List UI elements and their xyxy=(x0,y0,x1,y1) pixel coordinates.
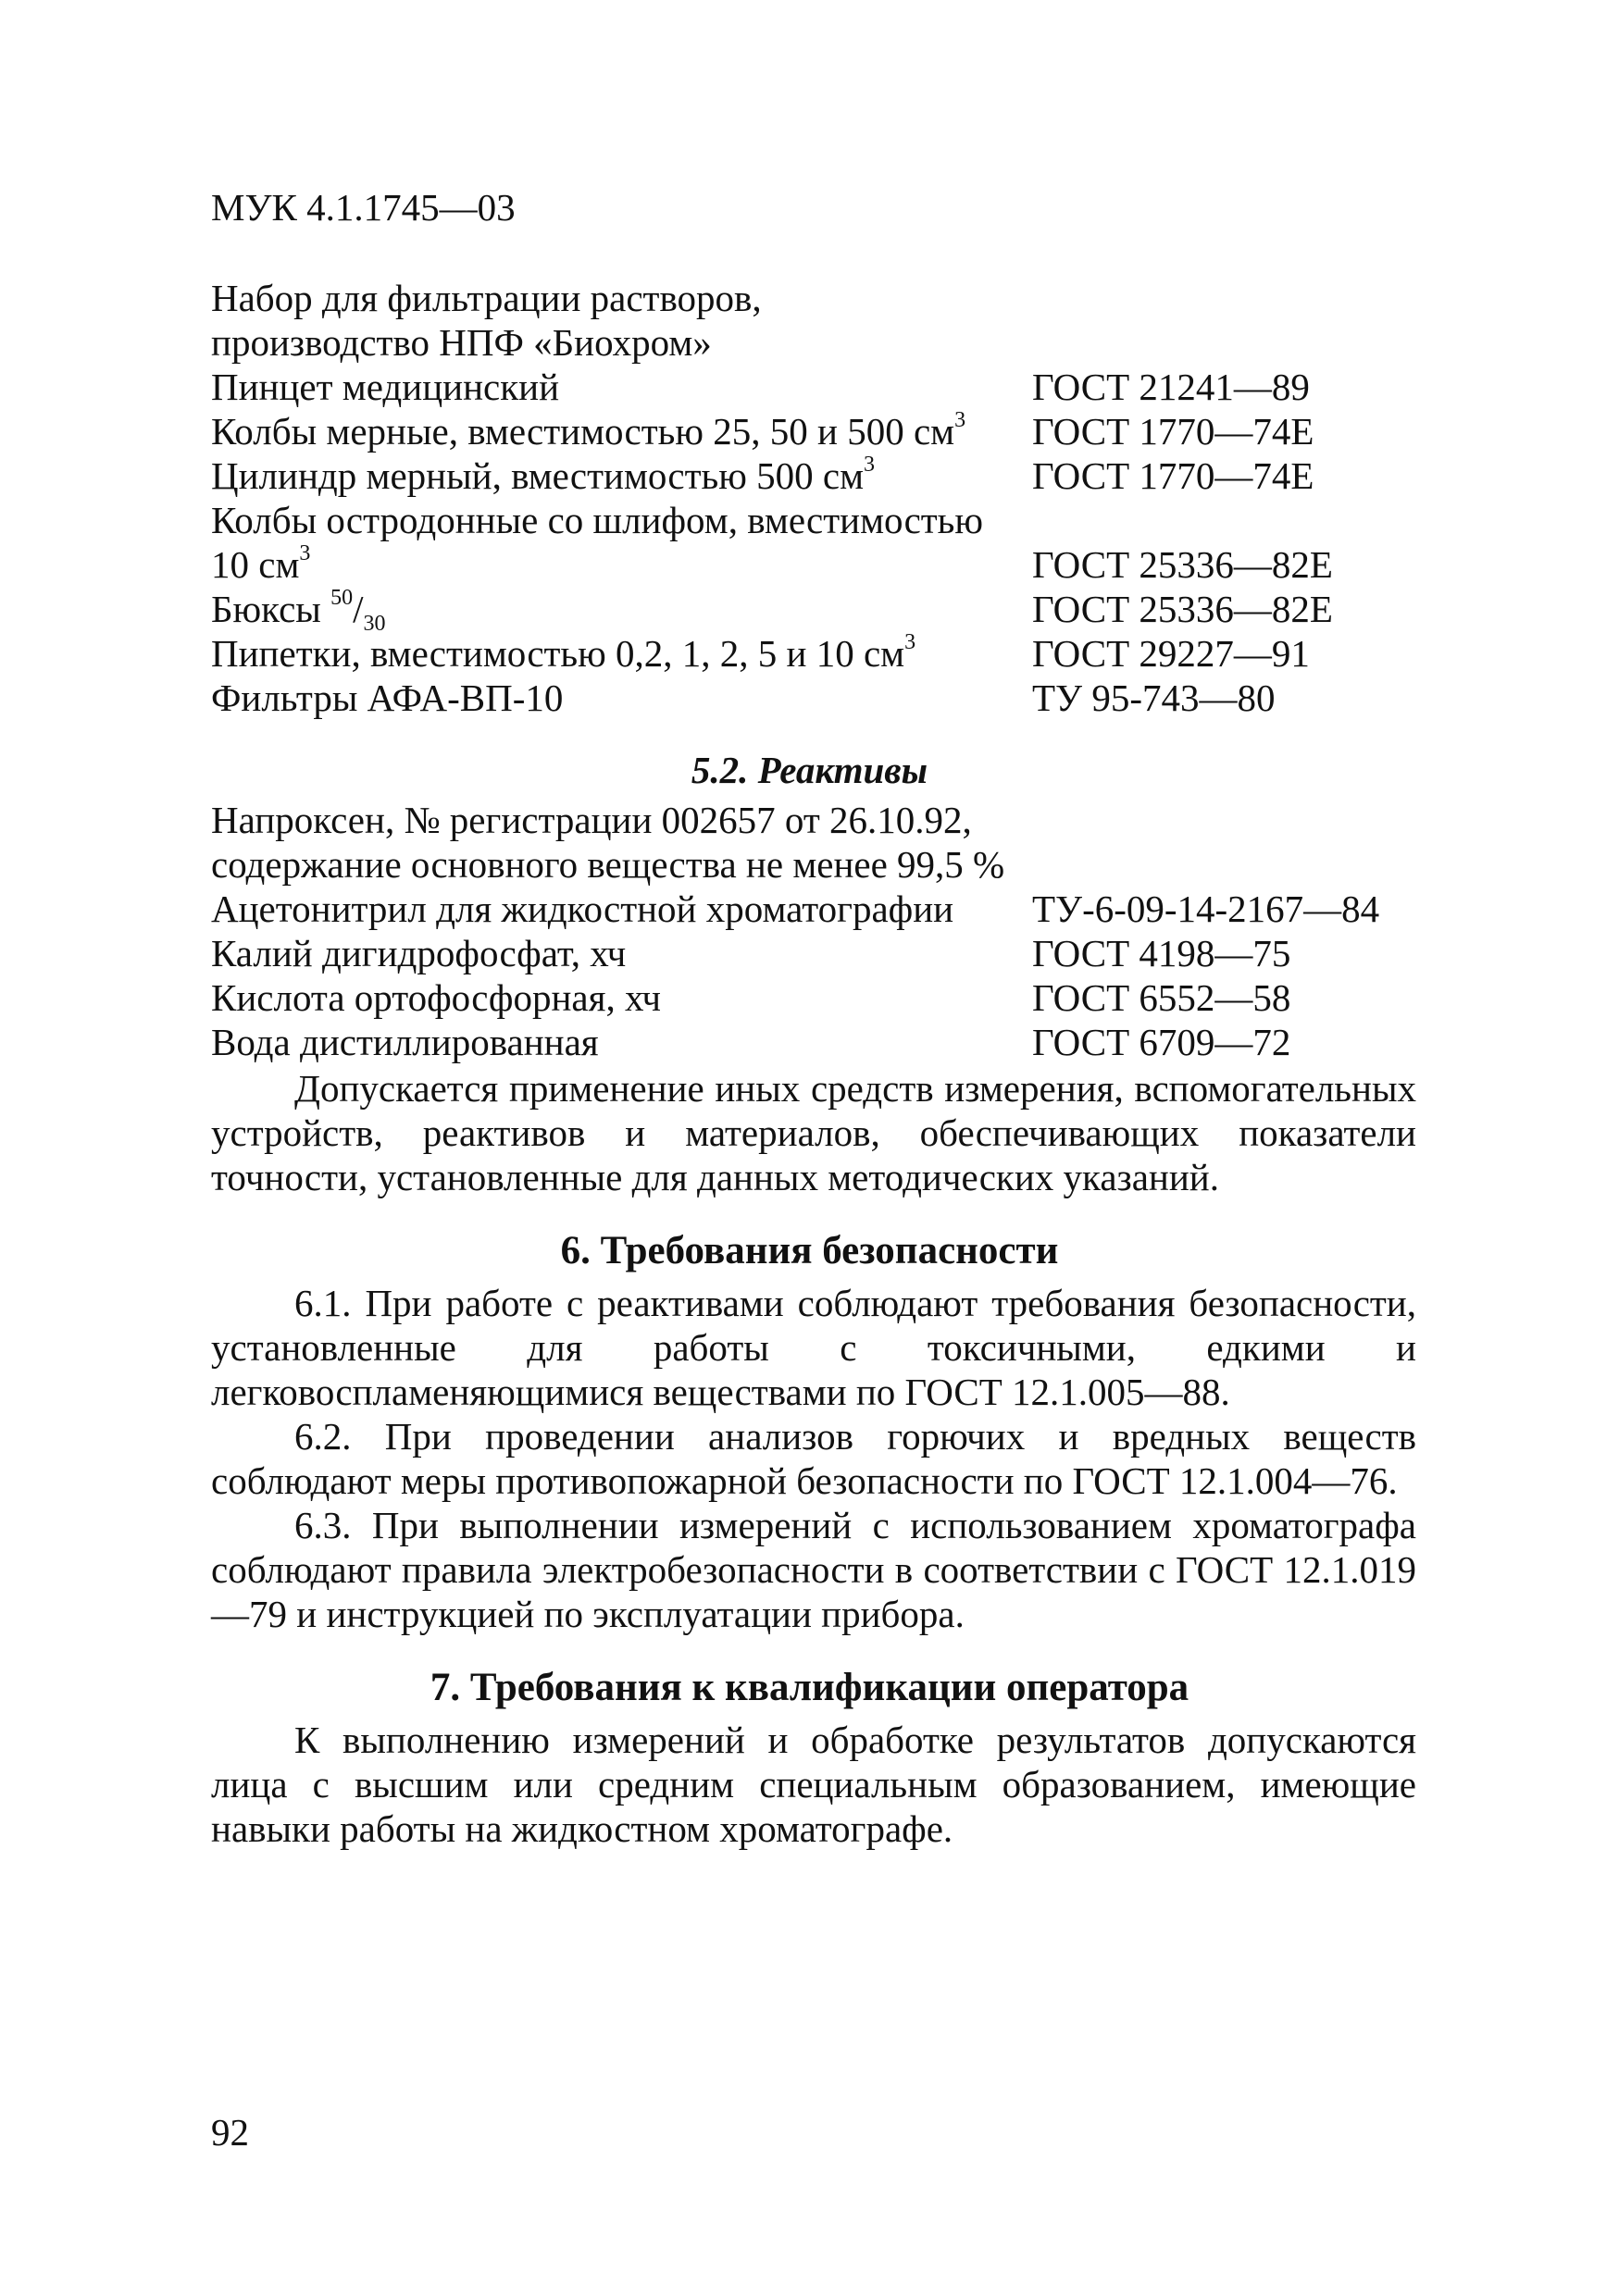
item-name: Цилиндр мерный, вместимостью 500 см xyxy=(211,454,865,497)
item-standard: ТУ-6-09-14-2167—84 xyxy=(1032,887,1380,930)
paragraph-6-3: 6.3. При выполнении измерений с использованием хроматографа соблюдают правила электробезопасности в соответствии с ГОСТ 12.1.019—79 и инструкцией по эксплуатации прибора. xyxy=(211,1504,1416,1635)
list-item xyxy=(211,887,1414,931)
list-item xyxy=(211,320,1414,365)
list-item xyxy=(211,975,1414,1020)
item-name: Пинцет медицинский xyxy=(211,366,560,408)
page-number: 92 xyxy=(211,2111,249,2153)
list-item xyxy=(211,798,1414,842)
item-standard: ГОСТ 21241—89 xyxy=(1032,366,1310,408)
paragraph-6-1: 6.1. При работе с реактивами соблюдают требования безопасности, установленные для работы с токсичными, едкими и легковоспламеняющимися веществами по ГОСТ 12.1.005—88. xyxy=(211,1282,1416,1413)
reagents-list xyxy=(211,798,1414,1064)
item-standard: ГОСТ 29227—91 xyxy=(1032,632,1310,675)
item-standard: ГОСТ 1770—74Е xyxy=(1032,454,1314,497)
list-item xyxy=(211,542,1414,587)
allowance-paragraph xyxy=(211,1066,1416,1199)
section-7-title: 7. Требования к квалификации оператора xyxy=(430,1666,1189,1709)
paragraph-6-2: 6.2. При проведении анализов горючих и вредных веществ соблюдают меры противопожарной безопасности по ГОСТ 12.1.004—76. xyxy=(211,1415,1416,1502)
item-name: Колбы мерные, вместимостью 25, 50 и 500 см xyxy=(211,410,955,453)
superscript: 3 xyxy=(864,453,876,478)
document-header: МУК 4.1.1745—03 xyxy=(211,186,516,229)
item-standard: ТУ 95-743—80 xyxy=(1032,676,1276,719)
list-item xyxy=(211,409,1414,453)
paragraph-7-1: К выполнению измерений и обработке результатов допускаются лица с высшим или средним специальным образованием, имеющие навыки работы на жидкостном хроматографе. xyxy=(211,1719,1416,1850)
item-name: Набор для фильтрации растворов, xyxy=(211,277,762,319)
item-name: Бюксы xyxy=(211,588,331,630)
list-item xyxy=(211,842,1414,887)
item-name: Ацетонитрил для жидкостной хроматографии xyxy=(211,887,954,930)
section-6-body xyxy=(211,1281,1416,1636)
item-standard: ГОСТ 6709—72 xyxy=(1032,1021,1291,1063)
list-item xyxy=(211,365,1414,409)
paragraph-text: Допускается применение иных средств измерения, вспомогательных устройств, реактивов и материалов, обеспечивающих показатели точности, установленные для данных методических указаний. xyxy=(211,1067,1416,1198)
superscript: 50 xyxy=(330,586,354,611)
item-standard: ГОСТ 1770—74Е xyxy=(1032,410,1314,453)
item-name: 10 см xyxy=(211,543,300,586)
subscript: 30 xyxy=(363,612,386,637)
list-item xyxy=(211,676,1414,720)
list-item xyxy=(211,453,1414,498)
item-name: Калий дигидрофосфат, хч xyxy=(211,932,627,974)
equipment-list xyxy=(211,276,1414,720)
section-6-title: 6. Требования безопасности xyxy=(560,1229,1059,1272)
item-name: Колбы остродонные со шлифом, вместимостью xyxy=(211,499,984,541)
list-item xyxy=(211,931,1414,975)
superscript: 3 xyxy=(299,541,311,566)
item-name: Пипетки, вместимостью 0,2, 1, 2, 5 и 10 см xyxy=(211,632,905,675)
item-name: Напроксен, № регистрации 002657 от 26.10.92, xyxy=(211,799,972,841)
item-standard: ГОСТ 25336—82Е xyxy=(1032,588,1333,630)
superscript: 3 xyxy=(954,408,966,433)
list-item xyxy=(211,498,1414,542)
item-name: Кислота ортофосфорная, хч xyxy=(211,976,662,1019)
item-standard: ГОСТ 6552—58 xyxy=(1032,976,1291,1019)
list-item: Бюксы $^{50}/_{30}$ ГОСТ 25336—82Е xyxy=(211,586,1333,637)
item-name: Вода дистиллированная xyxy=(211,1021,599,1063)
item-standard: ГОСТ 4198—75 xyxy=(1032,932,1291,974)
item-name: содержание основного вещества не менее 99,5 % xyxy=(211,843,1005,886)
item-name: производство НПФ «Биохром» xyxy=(211,321,712,364)
item-name: Фильтры АФА-ВП-10 xyxy=(211,676,564,719)
list-item xyxy=(211,1020,1414,1064)
list-item xyxy=(211,631,1414,676)
section-7-body xyxy=(211,1718,1416,1851)
item-standard: ГОСТ 25336—82Е xyxy=(1032,543,1333,586)
section-title-reagents: 5.2. Реактивы xyxy=(691,749,928,791)
list-item xyxy=(211,276,1414,320)
superscript: 3 xyxy=(904,630,916,655)
